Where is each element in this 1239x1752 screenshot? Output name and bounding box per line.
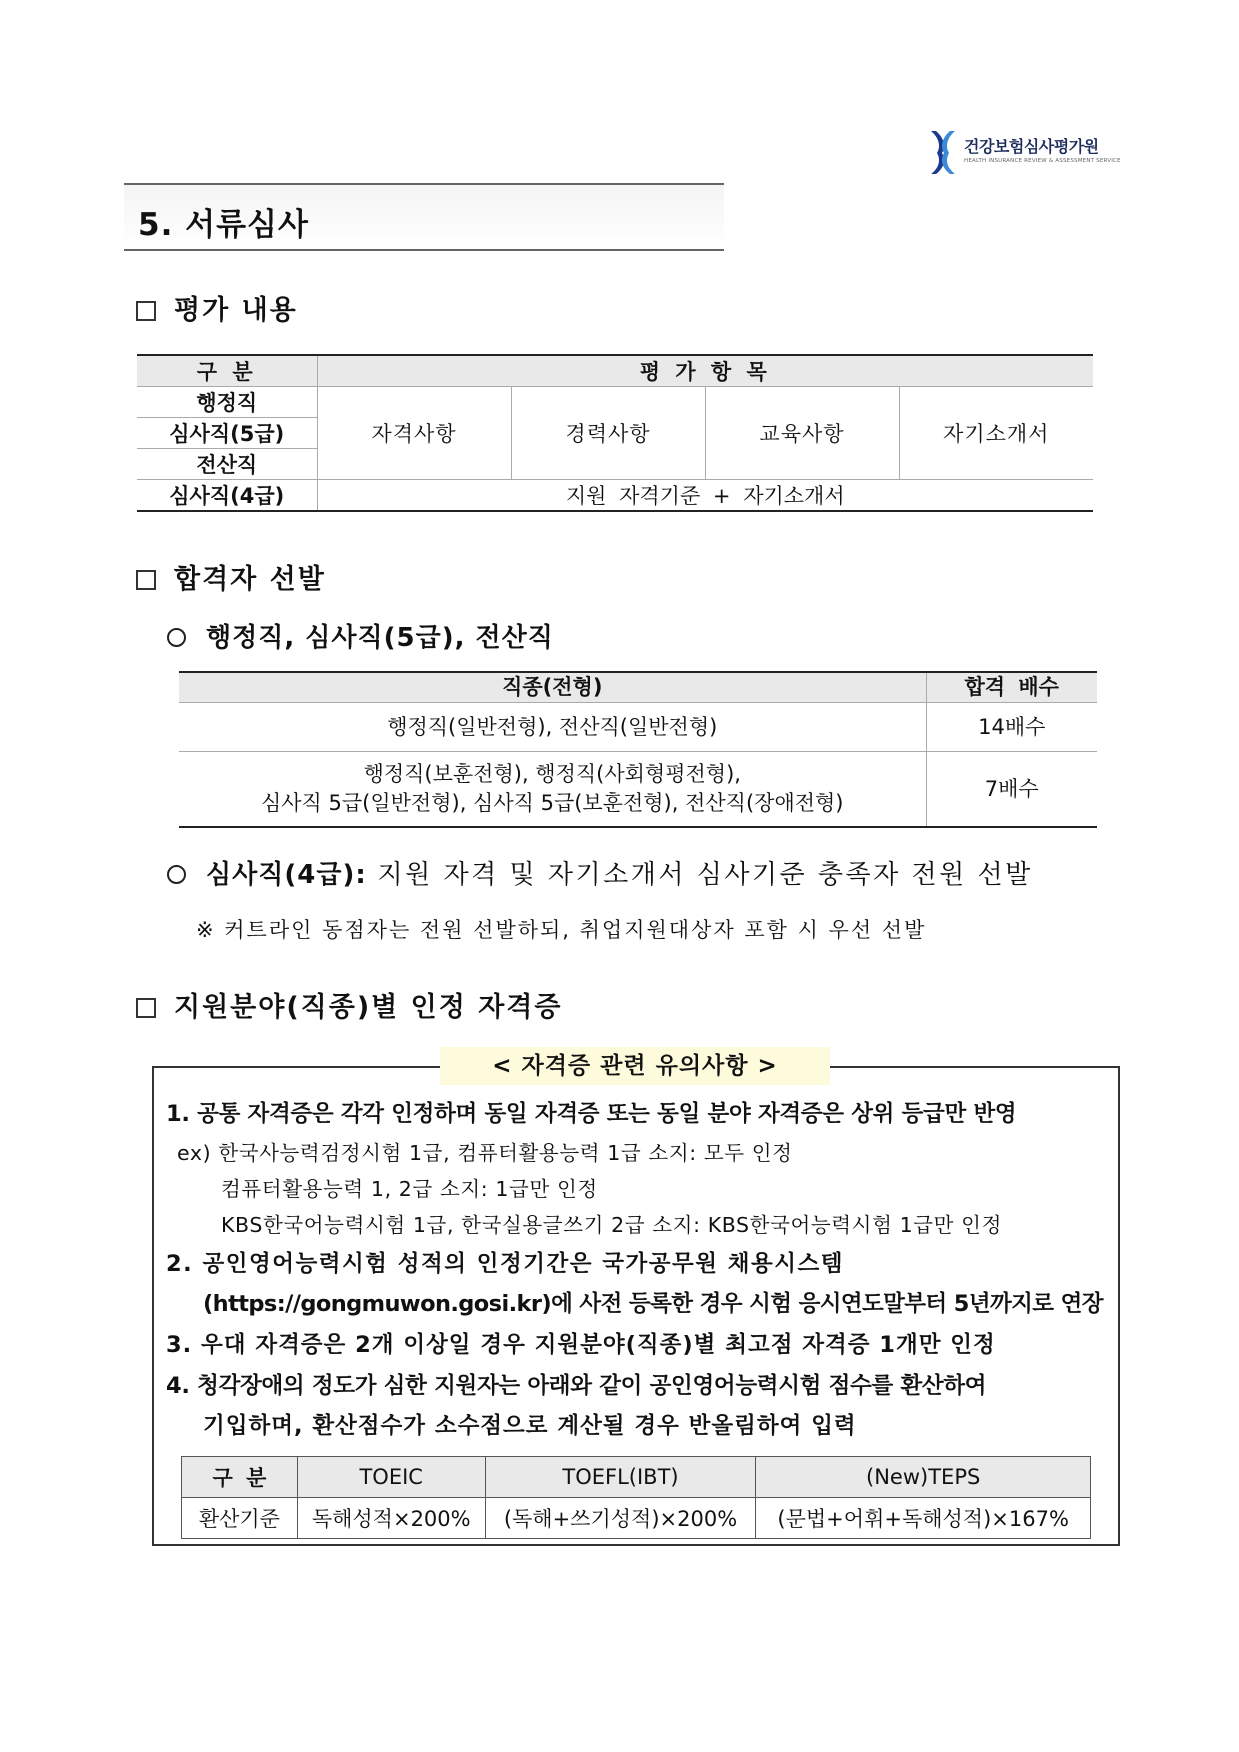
section-title-bar [124, 183, 724, 251]
cert-heading [136, 985, 562, 1024]
eval-row-label: 심사직(4급) [137, 480, 317, 512]
notice-title: < 자격증 관련 유의사항 > [440, 1047, 830, 1085]
conversion-col-category: 구 분 [182, 1457, 298, 1498]
notice-line-2: 2. 공인영어능력시험 성적의 인정기간은 국가공무원 채용시스템 [166, 1251, 844, 1277]
section-title: 5. 서류심사 [138, 207, 309, 243]
eval-item: 자기소개서 [899, 387, 1093, 480]
eval-col-items: 평 가 항 목 [317, 355, 1093, 387]
selection-row2-line1: 행정직(보훈전형), 행정직(사회형평전형), [363, 762, 741, 786]
eval-item: 경력사항 [511, 387, 705, 480]
notice-line-4: 4. 청각장애의 정도가 심한 지원자는 아래와 같이 공인영어능력시험 점수를 환산하여 [166, 1373, 987, 1399]
selection-sub2-text: 지원 자격 및 자기소개서 심사기준 충족자 전원 선발 [377, 860, 1033, 890]
notice-line-2b: (https://gongmuwon.gosi.kr)에 사전 등록한 경우 시험 응시연도말부터 5년까지로 연장 [203, 1291, 1103, 1317]
selection-row1-ratio: 14배수 [926, 703, 1097, 752]
conversion-toefl: (독해+쓰기성적)×200% [485, 1498, 756, 1539]
selection-table [179, 671, 1097, 828]
conversion-teps: (문법+어휘+독해성적)×167% [756, 1498, 1091, 1539]
eval-table [137, 354, 1093, 512]
conversion-col-teps: (New)TEPS [756, 1457, 1091, 1498]
eval-col-category: 구 분 [137, 355, 317, 387]
selection-col-type: 직종(전형) [179, 672, 926, 703]
eval-heading-text: 평가 내용 [174, 295, 298, 326]
conversion-col-toefl: TOEFL(IBT) [485, 1457, 756, 1498]
selection-note: ※ 커트라인 동점자는 전원 선발하되, 취업지원대상자 포함 시 우선 선발 [196, 918, 927, 942]
eval-item: 교육사항 [705, 387, 899, 480]
eval-heading [136, 288, 298, 327]
selection-sub1-text: 행정직, 심사직(5급), 전산직 [206, 623, 554, 653]
notice-line-ex3: KBS한국어능력시험 1급, 한국실용글쓰기 2급 소지: KBS한국어능력시험 1급만 인정 [221, 1213, 1002, 1237]
selection-heading [136, 557, 326, 596]
eval-row-label: 행정직 [137, 387, 317, 418]
selection-heading-text: 합격자 선발 [174, 564, 326, 595]
selection-sub1 [167, 617, 554, 654]
notice-line-1: 1. 공통 자격증은 각각 인정하며 동일 자격증 또는 동일 분야 자격증은 상위 등급만 반영 [166, 1101, 1017, 1127]
notice-line-ex2: 컴퓨터활용능력 1, 2급 소지: 1급만 인정 [221, 1177, 598, 1201]
conversion-table [181, 1456, 1091, 1539]
conversion-toeic: 독해성적×200% [297, 1498, 485, 1539]
selection-row1-type: 행정직(일반전형), 전산직(일반전형) [179, 703, 926, 752]
circle-bullet-icon [167, 865, 186, 884]
notice-line-3: 3. 우대 자격증은 2개 이상일 경우 지원분야(직종)별 최고점 자격증 1개만 인정 [166, 1332, 996, 1358]
selection-sub2 [167, 854, 1033, 891]
logo [926, 128, 1121, 178]
eval-row4-value: 지원 자격기준 + 자기소개서 [317, 480, 1093, 512]
selection-row2-type [179, 752, 926, 828]
checkbox-square-icon [136, 998, 156, 1018]
cert-heading-text: 지원분야(직종)별 인정 자격증 [174, 992, 563, 1023]
conversion-row-label: 환산기준 [182, 1498, 298, 1539]
selection-row2-line2: 심사직 5급(일반전형), 심사직 5급(보훈전형), 전산직(장애전형) [260, 791, 844, 816]
selection-col-ratio: 합격 배수 [926, 672, 1097, 703]
eval-item: 자격사항 [317, 387, 511, 480]
logo-mark-icon [926, 128, 960, 176]
notice-line-ex1: ex) 한국사능력검정시험 1급, 컴퓨터활용능력 1급 소지: 모두 인정 [177, 1141, 793, 1165]
eval-row-label: 전산직 [137, 449, 317, 480]
eval-row-label: 심사직(5급) [137, 418, 317, 449]
selection-sub2-label: 심사직(4급): [206, 860, 367, 890]
logo-name: 건강보험심사평가원 [964, 137, 1099, 156]
logo-subtitle: HEALTH INSURANCE REVIEW & ASSESSMENT SERVICE [964, 158, 1121, 164]
selection-row2-ratio: 7배수 [926, 752, 1097, 828]
notice-line-4b: 기입하며, 환산점수가 소수점으로 계산될 경우 반올림하여 입력 [203, 1413, 857, 1439]
checkbox-square-icon [136, 301, 156, 321]
checkbox-square-icon [136, 570, 156, 590]
conversion-col-toeic: TOEIC [297, 1457, 485, 1498]
circle-bullet-icon [167, 628, 186, 647]
